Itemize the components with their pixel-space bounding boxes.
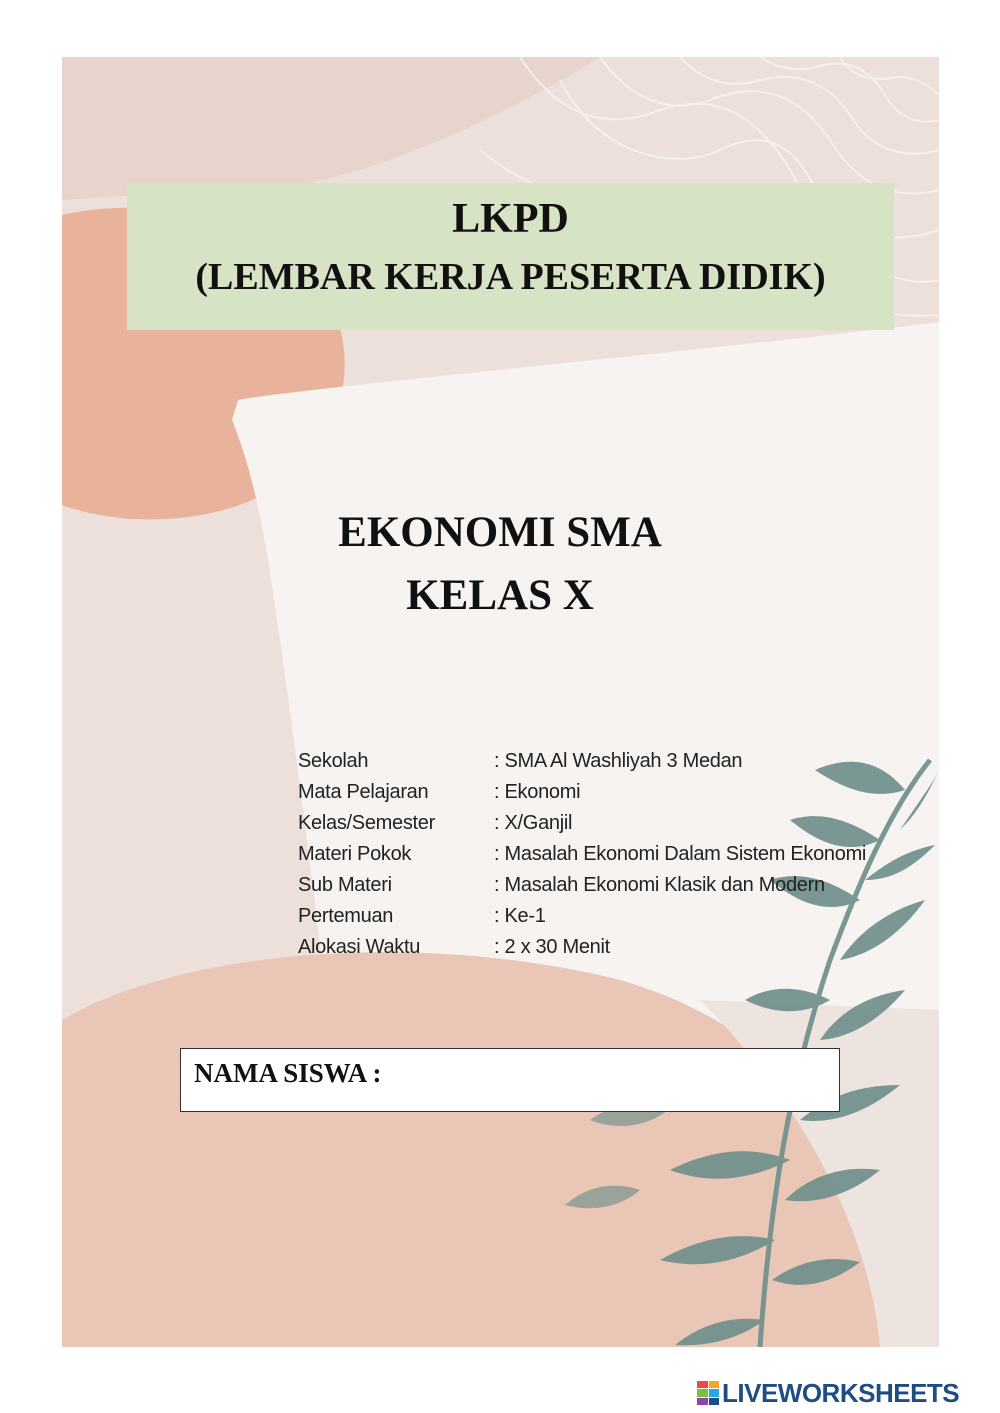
student-name-label: NAMA SISWA : [194,1058,382,1088]
info-label: Mata Pelajaran [298,781,429,803]
liveworksheets-logo [697,1378,959,1408]
info-label: Alokasi Waktu [298,936,421,958]
worksheet-title: LKPD [452,196,569,242]
info-value: : Ke-1 [494,905,546,927]
subject-title: EKONOMI SMA [338,509,662,556]
liveworksheets-badge-icon [697,1381,719,1405]
info-value: : Masalah Ekonomi Dalam Sistem Ekonomi [494,843,867,865]
info-value: : Masalah Ekonomi Klasik dan Modern [494,874,825,896]
info-label: Kelas/Semester [298,812,435,834]
info-value: : Ekonomi [494,781,581,803]
info-value: : SMA Al Washliyah 3 Medan [494,750,743,772]
info-value: : 2 x 30 Menit [494,936,610,958]
info-value: : X/Ganjil [494,812,573,834]
info-label: Sub Materi [298,874,392,896]
info-label: Pertemuan [298,905,394,927]
title-band [127,183,894,330]
info-label: Materi Pokok [298,843,412,865]
info-label: Sekolah [298,750,369,772]
class-title: KELAS X [406,572,594,619]
liveworksheets-wordmark: LIVEWORKSHEETS [722,1377,960,1408]
student-name-field[interactable] [180,1048,840,1112]
worksheet-subtitle: (LEMBAR KERJA PESERTA DIDIK) [195,256,826,298]
